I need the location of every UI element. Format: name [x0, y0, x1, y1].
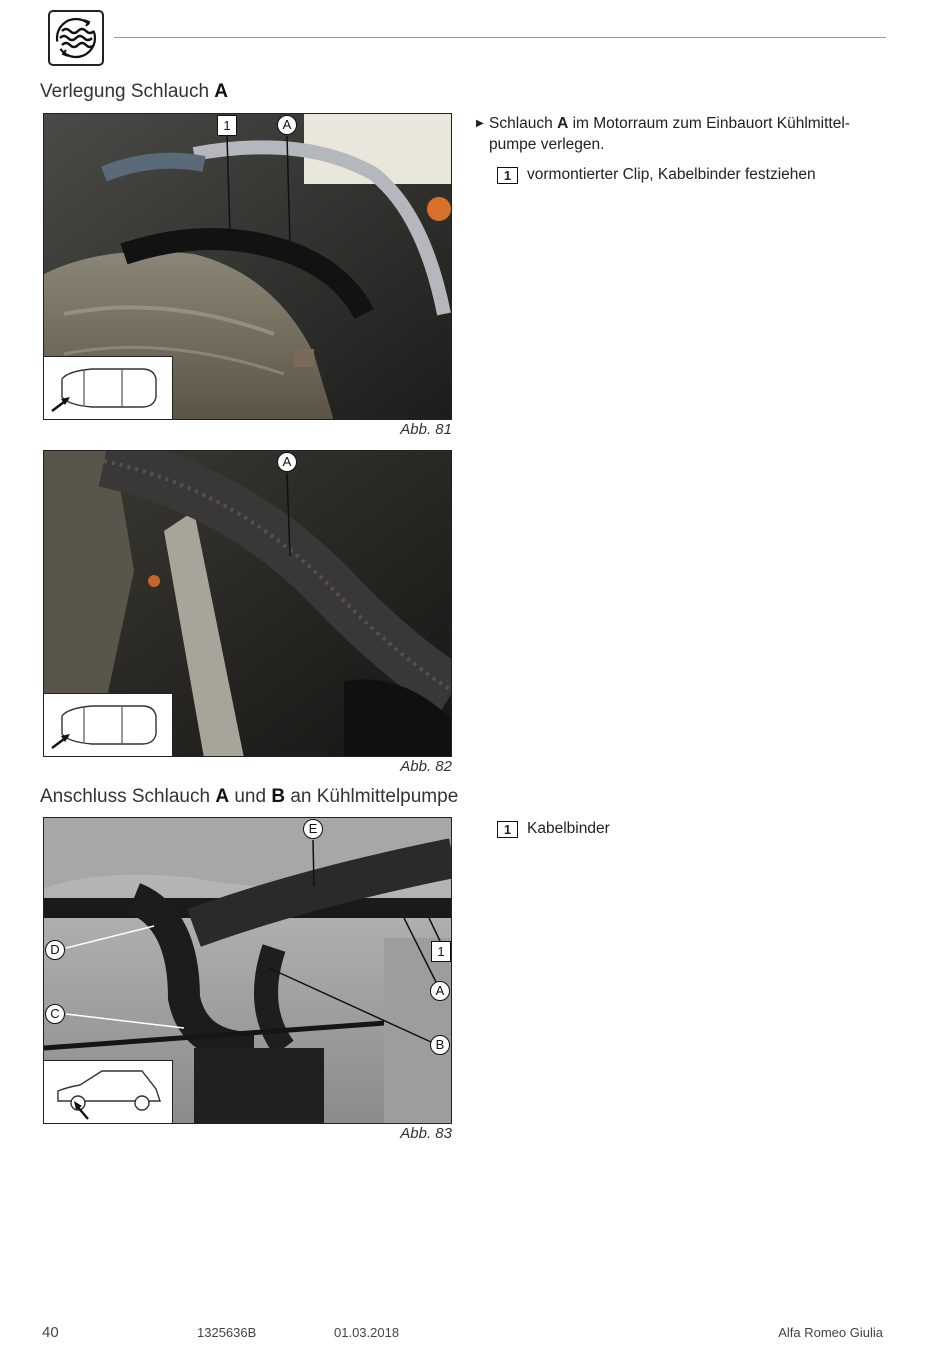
callout-b: B — [430, 1035, 450, 1055]
vehicle-model: Alfa Romeo Giulia — [778, 1325, 883, 1340]
callout-a: A — [277, 115, 297, 135]
document-number: 1325636B — [197, 1325, 257, 1340]
legend-text: Kabelbinder — [527, 820, 610, 837]
coolant-system-logo-icon — [48, 10, 104, 66]
figure-82-caption: Abb. 82 — [400, 758, 452, 775]
legend-item-clip — [497, 166, 816, 184]
callout-a: A — [430, 981, 450, 1001]
section-title-connection: Anschluss Schlauch A und B an Kühlmittelpumpe — [40, 786, 459, 807]
document-date: 01.03.2018 — [334, 1325, 400, 1340]
figure-83-photo — [43, 817, 452, 1124]
figure-83-caption: Abb. 83 — [400, 1125, 452, 1142]
header-divider — [114, 37, 886, 38]
page-number: 40 — [42, 1324, 59, 1341]
callout-a: A — [277, 452, 297, 472]
figure-81-caption: Abb. 81 — [400, 421, 452, 438]
callout-1: 1 — [431, 941, 451, 962]
section-title-routing: Verlegung Schlauch A — [40, 81, 229, 102]
callout-d: D — [45, 940, 65, 960]
callout-1: 1 — [217, 115, 237, 136]
legend-item-cable-tie — [497, 820, 610, 838]
instruction-step: ▶ Schlauch A im Motorraum zum Einbauort Kühlmittel-pumpe verlegen. — [476, 115, 850, 153]
legend-number: 1 — [497, 821, 518, 838]
legend-number: 1 — [497, 167, 518, 184]
step-arrow-icon: ▶ — [476, 118, 484, 129]
callout-c: C — [45, 1004, 65, 1024]
figure-82-photo — [43, 450, 452, 757]
legend-text: vormontierter Clip, Kabelbinder festziehen — [527, 166, 816, 183]
callout-e: E — [303, 819, 323, 839]
figure-81-photo — [43, 113, 452, 420]
